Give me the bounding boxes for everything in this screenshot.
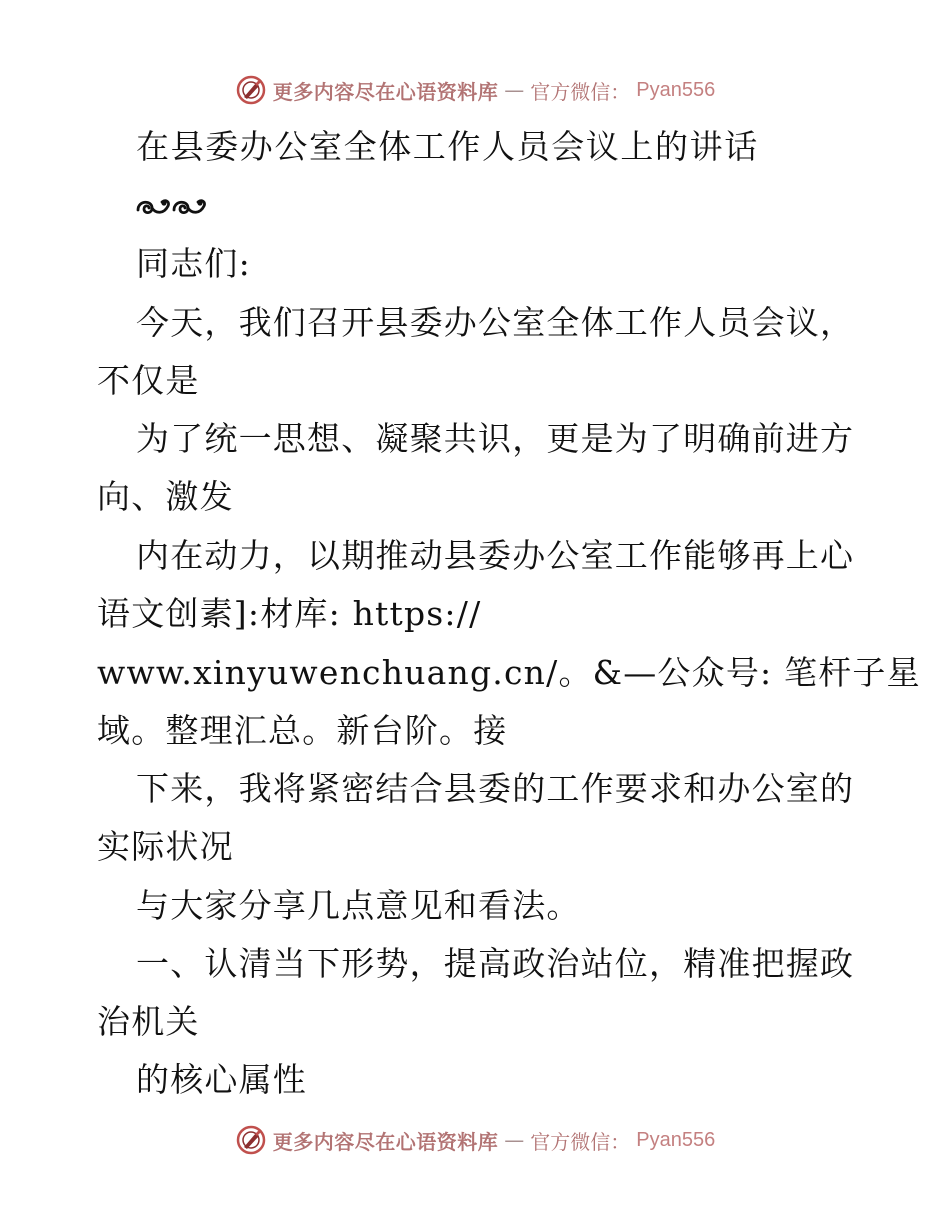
watermark-dash: — <box>504 78 525 102</box>
watermark-wechat-label: 官方微信： <box>530 79 631 104</box>
watermark-wechat-id: Pyan556 <box>636 1128 716 1151</box>
body-line: 实际状况 <box>97 827 234 866</box>
body-line: www.xinyuwenchuang.cn/。&—公众号: 笔杆子星 <box>97 653 921 692</box>
body-line: 与大家分享几点意见和看法。 <box>136 886 581 925</box>
body-line: 向、激发 <box>97 477 234 516</box>
pen-nib-circle-logo-icon <box>235 1124 267 1156</box>
watermark-brand: 更多内容尽在心语资料库 <box>272 1129 499 1154</box>
body-line: 域。整理汇总。新台阶。接 <box>97 711 508 750</box>
body-line: 一、认清当下形势，提高政治站位，精准把握政 <box>136 944 855 983</box>
body-line: 今天，我们召开县委办公室全体工作人员会议， <box>136 303 855 342</box>
body-line: 同志们: <box>136 244 251 283</box>
watermark-wechat-id: Pyan556 <box>636 78 716 101</box>
watermark-dash: — <box>504 1128 525 1152</box>
watermark-brand: 更多内容尽在心语资料库 <box>272 79 499 104</box>
body-line: 治机关 <box>97 1002 200 1041</box>
watermark-footer <box>0 1120 950 1160</box>
body-line: 内在动力，以期推动县委办公室工作能够再上心 <box>136 536 855 575</box>
body-line: 语文创素]:材库: https:// <box>97 594 482 633</box>
body-line: 不仅是 <box>97 361 200 400</box>
body-line: 为了统一思想、凝聚共识，更是为了明确前进方 <box>136 419 855 458</box>
watermark-header <box>0 70 950 110</box>
watermark-wechat-label: 官方微信： <box>530 1129 631 1154</box>
body-line: 的核心属性 <box>136 1060 307 1099</box>
body-line: 下来，我将紧密结合县委的工作要求和办公室的 <box>136 769 855 808</box>
pen-nib-circle-logo-icon <box>235 74 267 106</box>
document-title: 在县委办公室全体工作人员会议上的讲话 <box>136 127 759 166</box>
scroll-ornament-icon <box>134 192 214 222</box>
